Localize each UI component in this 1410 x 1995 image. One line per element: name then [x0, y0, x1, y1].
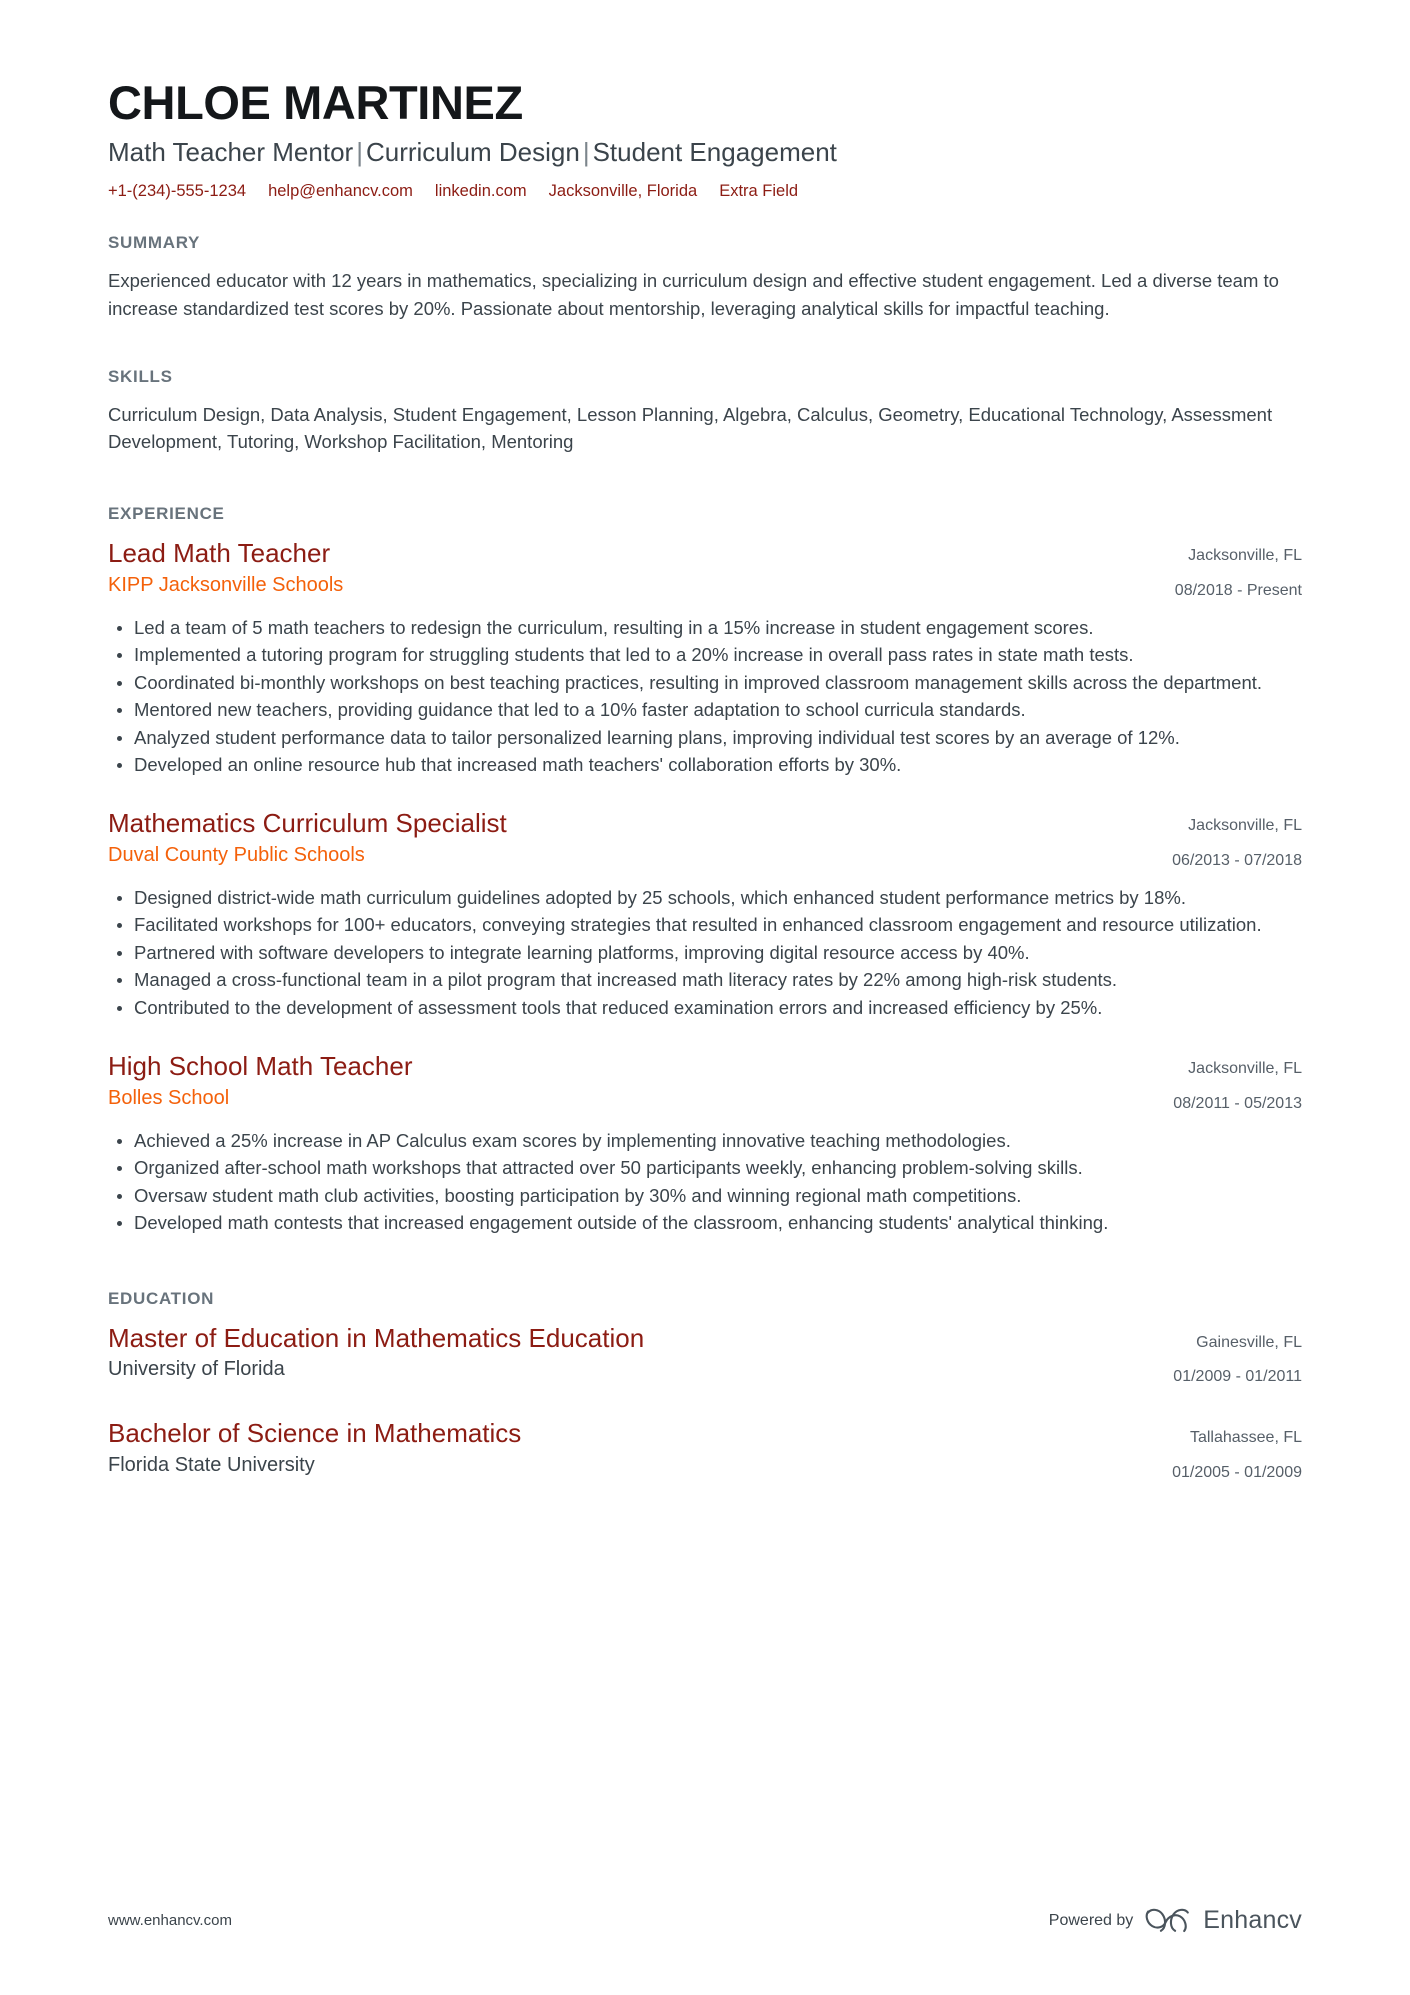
section-summary — [108, 233, 1302, 323]
powered-by-label: Powered by — [1048, 1911, 1134, 1929]
education-entry — [108, 1323, 1302, 1391]
brand-name: Enhancv — [1203, 1906, 1302, 1934]
entry-main — [108, 1323, 1173, 1383]
section-education — [108, 1289, 1302, 1486]
resume-header — [108, 78, 1302, 203]
school-dates: 01/2005 - 01/2009 — [1172, 1464, 1302, 1482]
job-bullet: Oversaw student math club activities, boosting participation by 30% and winning regional math competitions. — [108, 1183, 1302, 1209]
school-location: Gainesville, FL — [1196, 1333, 1302, 1351]
entry-header — [108, 538, 1302, 604]
entry-meta — [1172, 808, 1302, 874]
job-bullet: Designed district-wide math curriculum guidelines adopted by 25 schools, which enhanced student performance metrics by 18%. — [108, 885, 1302, 911]
section-title-summary: SUMMARY — [108, 233, 201, 253]
skills-text: Curriculum Design, Data Analysis, Student Engagement, Lesson Planning, Algebra, Calculus, Geometry, Educational Technology, Assessment Development, Tutoring, Workshop Facilitation, Mentoring — [108, 403, 1273, 453]
resume-footer — [108, 1906, 1302, 1935]
section-title-education: EDUCATION — [108, 1288, 215, 1308]
entry-header — [108, 808, 1302, 874]
job-bullet: Partnered with software developers to integrate learning platforms, improving digital resource access by 40%. — [108, 940, 1302, 966]
employer-name: Duval County Public Schools — [108, 844, 365, 867]
entry-meta — [1173, 1051, 1302, 1117]
section-experience — [108, 504, 1302, 1237]
section-skills — [108, 367, 1302, 457]
job-title: High School Math Teacher — [108, 1051, 413, 1082]
entry-header — [108, 1051, 1302, 1117]
headline-separator: | — [582, 136, 590, 167]
education-entry — [108, 1418, 1302, 1486]
job-location: Jacksonville, FL — [1188, 547, 1302, 565]
job-title: Lead Math Teacher — [108, 538, 331, 569]
job-dates: 08/2018 - Present — [1174, 581, 1302, 599]
footer-brand — [1049, 1906, 1302, 1935]
institution-name: Florida State University — [108, 1453, 315, 1476]
employer-name: Bolles School — [108, 1086, 230, 1109]
experience-entry — [108, 538, 1302, 778]
summary-text: Experienced educator with 12 years in mathematics, specializing in curriculum design and effective student engagement. Led a diverse team to increase standardized test scores by 20%. Passionate about mentorship, leveraging analytical skills for impactful teaching. — [108, 270, 1279, 319]
school-location: Tallahassee, FL — [1189, 1429, 1302, 1447]
experience-entry — [108, 808, 1302, 1021]
entry-header — [108, 1323, 1302, 1391]
headline-part-2: Curriculum Design — [365, 136, 580, 167]
job-bullet: Led a team of 5 math teachers to redesign the curriculum, resulting in a 15% increase in student engagement scores. — [108, 615, 1302, 641]
institution-name: University of Florida — [108, 1358, 285, 1381]
headline-part-3: Student Engagement — [592, 136, 837, 167]
job-bullet: Coordinated bi-monthly workshops on best teaching practices, resulting in improved classroom management skills across the department. — [108, 670, 1302, 696]
job-bullet: Facilitated workshops for 100+ educators, conveying strategies that resulted in enhanced classroom engagement and resource utilization. — [108, 912, 1302, 938]
experience-entry-list — [108, 538, 1302, 1237]
entry-meta — [1175, 538, 1302, 604]
section-title-experience: EXPERIENCE — [108, 504, 225, 524]
entry-main — [108, 538, 1175, 598]
education-entry-list — [108, 1323, 1302, 1486]
headline-part-1: Math Teacher Mentor — [108, 136, 354, 167]
section-title-skills: SKILLS — [108, 366, 173, 386]
entry-meta — [1173, 1323, 1302, 1391]
candidate-headline — [108, 137, 1302, 168]
employer-name: KIPP Jacksonville Schools — [108, 573, 344, 596]
job-bullet: Developed an online resource hub that increased math teachers' collaboration efforts by 30%. — [108, 752, 1302, 778]
job-bullet: Developed math contests that increased engagement outside of the classroom, enhancing students' analytical thinking. — [108, 1210, 1302, 1236]
job-dates: 08/2011 - 05/2013 — [1173, 1095, 1302, 1113]
enhancv-logo-icon — [1145, 1908, 1191, 1934]
job-bullet: Managed a cross-functional team in a pilot program that increased math literacy rates by 22% among high-risk students. — [108, 967, 1302, 993]
entry-meta — [1172, 1418, 1302, 1486]
job-bullet: Mentored new teachers, providing guidance that led to a 10% faster adaptation to school curricula standards. — [108, 697, 1302, 723]
contact-linkedin[interactable]: linkedin.com — [434, 182, 527, 200]
contact-row — [108, 180, 1302, 203]
job-bullet: Organized after-school math workshops that attracted over 50 participants weekly, enhancing problem-solving skills. — [108, 1155, 1302, 1181]
job-bullet-list — [108, 885, 1302, 1021]
job-bullet: Analyzed student performance data to tailor personalized learning plans, improving individual test scores by an average of 12%. — [108, 725, 1302, 751]
contact-extra[interactable]: Extra Field — [719, 182, 799, 200]
job-location: Jacksonville, FL — [1188, 1060, 1302, 1078]
school-dates: 01/2009 - 01/2011 — [1173, 1368, 1302, 1386]
contact-location[interactable]: Jacksonville, Florida — [548, 182, 698, 200]
job-bullet-list — [108, 1128, 1302, 1237]
entry-main — [108, 1418, 1172, 1478]
candidate-name: CHLOE MARTINEZ — [108, 76, 523, 129]
footer-url[interactable]: www.enhancv.com — [108, 1912, 232, 1929]
job-title: Mathematics Curriculum Specialist — [108, 808, 507, 839]
job-location: Jacksonville, FL — [1188, 817, 1302, 835]
job-bullet: Implemented a tutoring program for struggling students that led to a 20% increase in overall pass rates in state math tests. — [108, 642, 1302, 668]
entry-main — [108, 808, 1172, 868]
experience-entry — [108, 1051, 1302, 1236]
job-bullet: Achieved a 25% increase in AP Calculus exam scores by implementing innovative teaching methodologies. — [108, 1128, 1302, 1154]
degree-title: Master of Education in Mathematics Education — [108, 1322, 645, 1353]
entry-main — [108, 1051, 1173, 1111]
contact-email[interactable]: help@enhancv.com — [268, 182, 413, 200]
job-dates: 06/2013 - 07/2018 — [1172, 852, 1302, 870]
degree-title: Bachelor of Science in Mathematics — [108, 1418, 522, 1449]
job-bullet-list — [108, 615, 1302, 779]
job-bullet: Contributed to the development of assessment tools that reduced examination errors and increased efficiency by 25%. — [108, 995, 1302, 1021]
contact-phone[interactable]: +1-(234)-555-1234 — [108, 182, 247, 200]
headline-separator: | — [356, 136, 363, 167]
entry-header — [108, 1418, 1302, 1486]
